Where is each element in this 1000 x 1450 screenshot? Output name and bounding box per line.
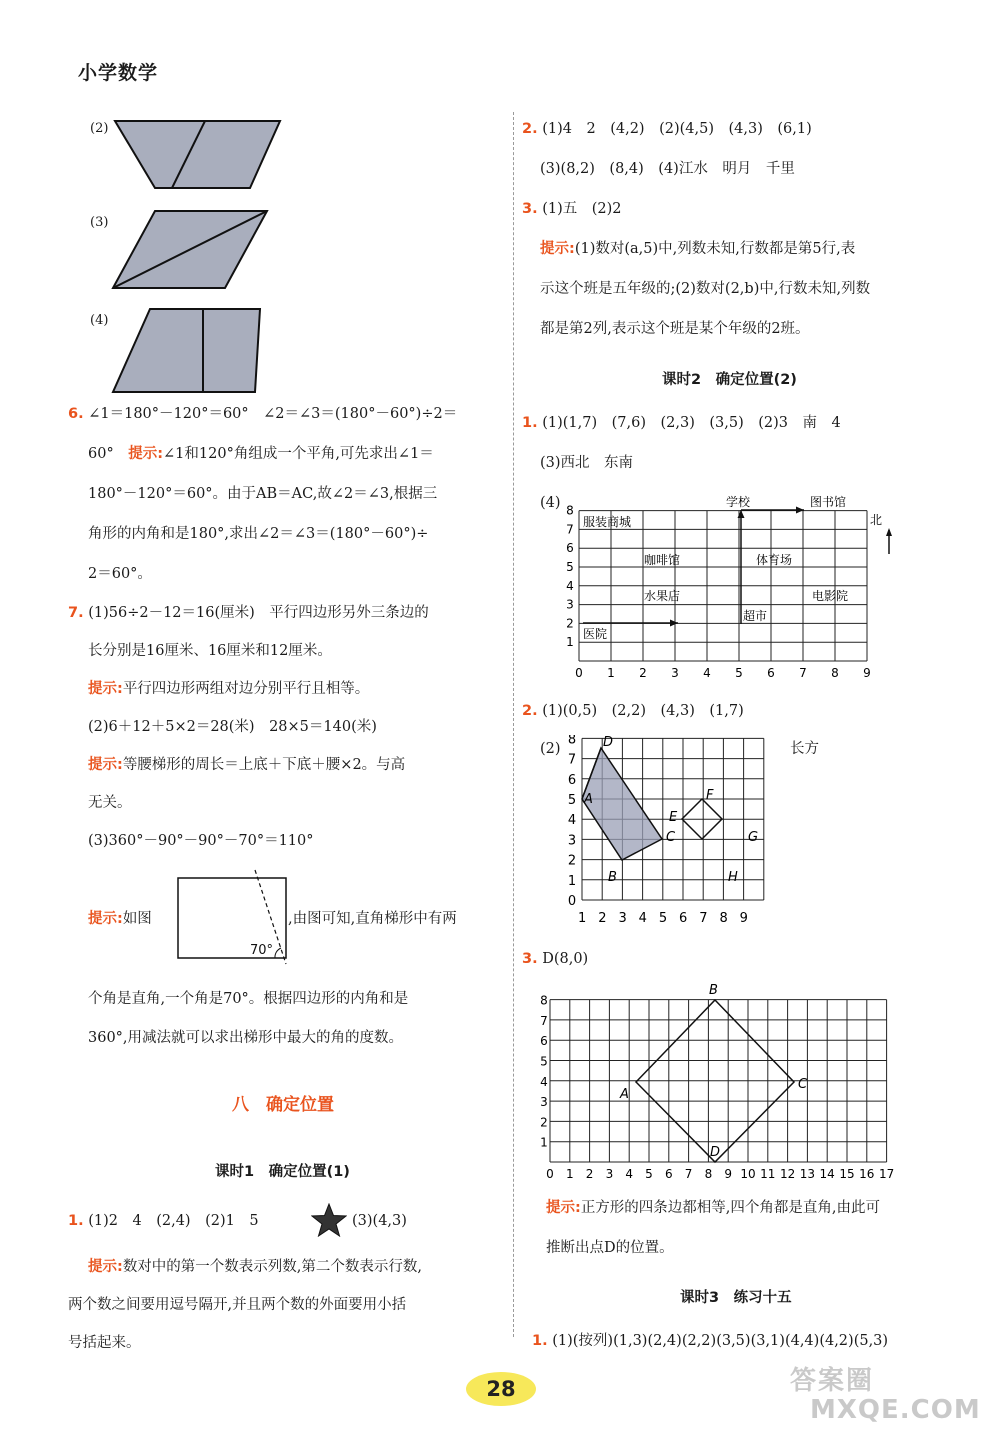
q3-tip: 提示:(1)数对(a,5)中,列数未知,行数都是第5行,表: [540, 241, 856, 257]
q3-line1: 3. (1)五 (2)2: [522, 201, 622, 217]
watermark-text: 答案圈: [790, 1366, 875, 1396]
grid2-xtick: 2: [598, 911, 607, 926]
map-xtick: 6: [767, 666, 775, 680]
q7-line6: 无关。: [88, 795, 132, 811]
lesson3-title: 课时3 练习十五: [680, 1290, 792, 1306]
map-xtick: 9: [863, 666, 871, 680]
angle-label: 70°: [250, 943, 274, 958]
q7-tip2: 提示:等腰梯形的周长＝上底＋下底＋腰×2。与高: [88, 757, 406, 773]
l2q1-line2: (3)西北 东南: [540, 455, 634, 471]
grid3-ytick: 5: [540, 1054, 548, 1069]
place-supermarket: 超市: [743, 609, 768, 623]
map-xtick: 3: [671, 666, 679, 680]
grid2-xtick: 3: [618, 911, 627, 926]
q3-line4: 都是第2列,表示这个班是某个年级的2班。: [540, 321, 810, 337]
star-icon: [311, 1203, 347, 1237]
figure-label-2: (2): [90, 121, 109, 136]
point-A: A: [584, 792, 593, 807]
watermark-url: MXQE.COM: [810, 1395, 981, 1425]
figure-label-3: (3): [90, 215, 109, 230]
place-library: 图书馆: [810, 495, 847, 509]
grid3-xtick: 15: [839, 1167, 855, 1180]
q7-tip1: 提示:平行四边形两组对边分别平行且相等。: [88, 681, 370, 697]
l2q2-line1: 2. (1)(0,5) (2,2) (4,3) (1,7): [522, 703, 744, 719]
point-D3: D: [710, 1145, 721, 1160]
q3-line3: 示这个班是五年级的;(2)数对(2,b)中,行数未知,列数: [540, 281, 871, 297]
grid2-ytick: 2: [567, 853, 577, 869]
chapter-title: 八 确定位置: [232, 1095, 334, 1115]
q2-line2: (3)(8,2) (8,4) (4)江水 明月 千里: [540, 161, 795, 177]
map-xtick: 5: [735, 666, 743, 680]
l2q1-line1: 1. (1)(1,7) (7,6) (2,3) (3,5) (2)3 南 4: [522, 415, 841, 431]
grid3-xtick: 9: [724, 1167, 733, 1180]
grid3-ytick: 3: [540, 1095, 548, 1110]
place-stadium: 体育场: [756, 553, 793, 567]
q7-line2: 长分别是16厘米、16厘米和12厘米。: [88, 643, 332, 659]
point-C: C: [666, 830, 676, 845]
column-divider: [513, 112, 514, 1337]
map-ytick: 4: [566, 578, 574, 593]
l1q1-line4: 号括起来。: [68, 1335, 141, 1351]
map-ytick: 8: [566, 503, 574, 518]
point-B: B: [608, 870, 617, 885]
grid3-xtick: 0: [546, 1167, 554, 1180]
grid3-xtick: 13: [799, 1167, 816, 1180]
q6-line2: 60° 提示:∠1和120°角组成一个平角,可先求出∠1＝: [88, 446, 434, 462]
parallelogram-figure-3: [110, 208, 275, 293]
book-title: 小学数学: [78, 62, 159, 84]
q2-line1: 2. (1)4 2 (4,2) (2)(4,5) (4,3) (6,1): [522, 121, 812, 137]
grid3-xtick: 14: [819, 1167, 835, 1180]
map-grid-chart: [558, 490, 908, 685]
lesson2-title: 课时2 确定位置(2): [662, 372, 797, 388]
map-xtick: 8: [831, 666, 839, 680]
l2q2-note: 长方: [790, 741, 819, 757]
grid3-xtick: 12: [779, 1167, 796, 1180]
point-E: E: [669, 810, 678, 825]
q6-line4: 角形的内角和是180°,求出∠2＝∠3＝(180°－60°)÷: [88, 526, 429, 542]
map-ytick: 6: [566, 541, 574, 556]
q7-line9: 个角是直角,一个角是70°。根据四边形的内角和是: [88, 991, 409, 1007]
q6-line5: 2＝60°。: [88, 566, 152, 582]
l1q1-line1b: (3)(4,3): [352, 1213, 407, 1229]
page-number: 28: [486, 1377, 516, 1401]
l1q1-line1: 1. (1)2 4 (2,4) (2)1 5: [68, 1213, 259, 1229]
point-G: G: [748, 830, 759, 845]
map-ytick: 3: [566, 597, 574, 612]
coordinate-grid-2: [560, 735, 775, 930]
grid3-xtick: 11: [760, 1167, 776, 1180]
map-xtick: 2: [639, 666, 647, 680]
grid3-xtick: 6: [664, 1167, 673, 1180]
grid3-ytick: 7: [540, 1013, 548, 1028]
l1q1-tip: 提示:数对中的第一个数表示列数,第二个数表示行数,: [88, 1259, 423, 1275]
point-A3: A: [620, 1087, 629, 1102]
grid3-xtick: 1: [565, 1167, 574, 1180]
grid3-xtick: 7: [684, 1167, 693, 1180]
grid3-xtick: 17: [878, 1167, 895, 1180]
q7-line4: (2)6＋12＋5×2＝28(米) 28×5＝140(米): [88, 719, 377, 735]
grid2-xtick: 1: [578, 911, 587, 926]
map-ytick: 7: [566, 522, 574, 537]
grid3-xtick: 16: [859, 1167, 875, 1180]
map-xtick: 0: [575, 666, 583, 680]
parallelogram-figure-4: [110, 306, 265, 396]
coordinate-grid-3: [538, 980, 908, 1180]
map-xtick: 7: [799, 666, 807, 680]
grid2-ytick: 4: [567, 813, 577, 829]
grid3-ytick: 1: [540, 1135, 548, 1150]
grid3-xtick: 5: [645, 1167, 653, 1180]
map-ytick: 5: [566, 560, 574, 574]
place-school: 学校: [726, 495, 751, 509]
map-xtick: 1: [607, 666, 615, 680]
grid2-ytick: 8: [567, 735, 577, 748]
grid2-xtick: 6: [679, 911, 688, 926]
point-D: D: [603, 735, 614, 750]
q7-tip3: 提示:如图: [88, 911, 152, 927]
l2q2-line2: (2): [540, 741, 561, 757]
right-trapezoid-figure: [175, 868, 295, 968]
grid3-ytick: 8: [540, 993, 548, 1008]
map-ytick: 2: [566, 616, 574, 631]
place-hospital: 医院: [583, 627, 608, 641]
q6-line3: 180°－120°＝60°。由于AB＝AC,故∠2＝∠3,根据三: [88, 486, 438, 502]
place-fruit-shop: 水果店: [644, 589, 681, 603]
point-H: H: [728, 870, 738, 885]
place-cinema: 电影院: [812, 589, 849, 603]
grid3-xtick: 4: [625, 1167, 634, 1180]
l1q1-line3: 两个数之间要用逗号隔开,并且两个数的外面要用小括: [68, 1297, 407, 1313]
point-F: F: [706, 788, 714, 803]
q7-line8: ,由图可知,直角梯形中有两: [288, 911, 457, 927]
grid2-xtick: 7: [699, 911, 708, 926]
figure-label-4: (4): [90, 313, 109, 328]
grid2-xtick: 9: [739, 911, 748, 926]
grid3-xtick: 2: [585, 1167, 594, 1180]
l2q1-line3: (4): [540, 495, 561, 511]
grid3-xtick: 10: [740, 1167, 756, 1180]
grid2-ytick: 3: [567, 833, 577, 849]
l2q3-line3: 推断出点D的位置。: [546, 1240, 674, 1256]
grid2-ytick: 6: [567, 772, 577, 788]
q7-line1: 7. (1)56÷2－12＝16(厘米) 平行四边形另外三条边的: [68, 605, 429, 621]
grid2-ytick: 0: [567, 894, 577, 909]
grid2-xtick: 8: [719, 911, 728, 926]
map-xtick: 4: [703, 666, 711, 680]
map-ytick: 1: [566, 635, 574, 650]
place-fuzhuang: 服装商城: [583, 515, 632, 529]
l2q3-tip: 提示:正方形的四条边都相等,四个角都是直角,由此可: [546, 1200, 881, 1216]
grid3-xtick: 3: [605, 1167, 614, 1180]
grid2-ytick: 5: [567, 793, 577, 808]
point-B3: B: [709, 983, 718, 998]
l3q1-line1: 1. (1)(按列)(1,3)(2,4)(2,2)(3,5)(3,1)(4,4)(4,2)(5,3): [532, 1333, 889, 1349]
grid2-ytick: 7: [567, 752, 577, 768]
grid3-xtick: 8: [704, 1167, 713, 1180]
place-cafe: 咖啡馆: [644, 553, 681, 567]
grid3-ytick: 4: [540, 1074, 548, 1089]
grid2-ytick: 1: [567, 873, 577, 889]
l2q3-line1: 3. D(8,0): [522, 951, 589, 967]
point-C3: C: [798, 1077, 808, 1092]
parallelogram-figure-2: [110, 118, 290, 193]
grid3-ytick: 6: [540, 1034, 548, 1049]
q7-line7: (3)360°－90°－90°－70°＝110°: [88, 833, 314, 849]
q6-line1: 6. ∠1＝180°－120°＝60° ∠2＝∠3＝(180°－60°)÷2＝: [68, 406, 458, 422]
grid2-xtick: 4: [638, 911, 647, 926]
grid2-xtick: 5: [658, 911, 668, 926]
north-label: 北: [870, 513, 883, 527]
q7-line10: 360°,用减法就可以求出梯形中最大的角的度数。: [88, 1030, 404, 1046]
lesson1-title: 课时1 确定位置(1): [215, 1164, 350, 1180]
grid3-ytick: 2: [540, 1115, 548, 1130]
